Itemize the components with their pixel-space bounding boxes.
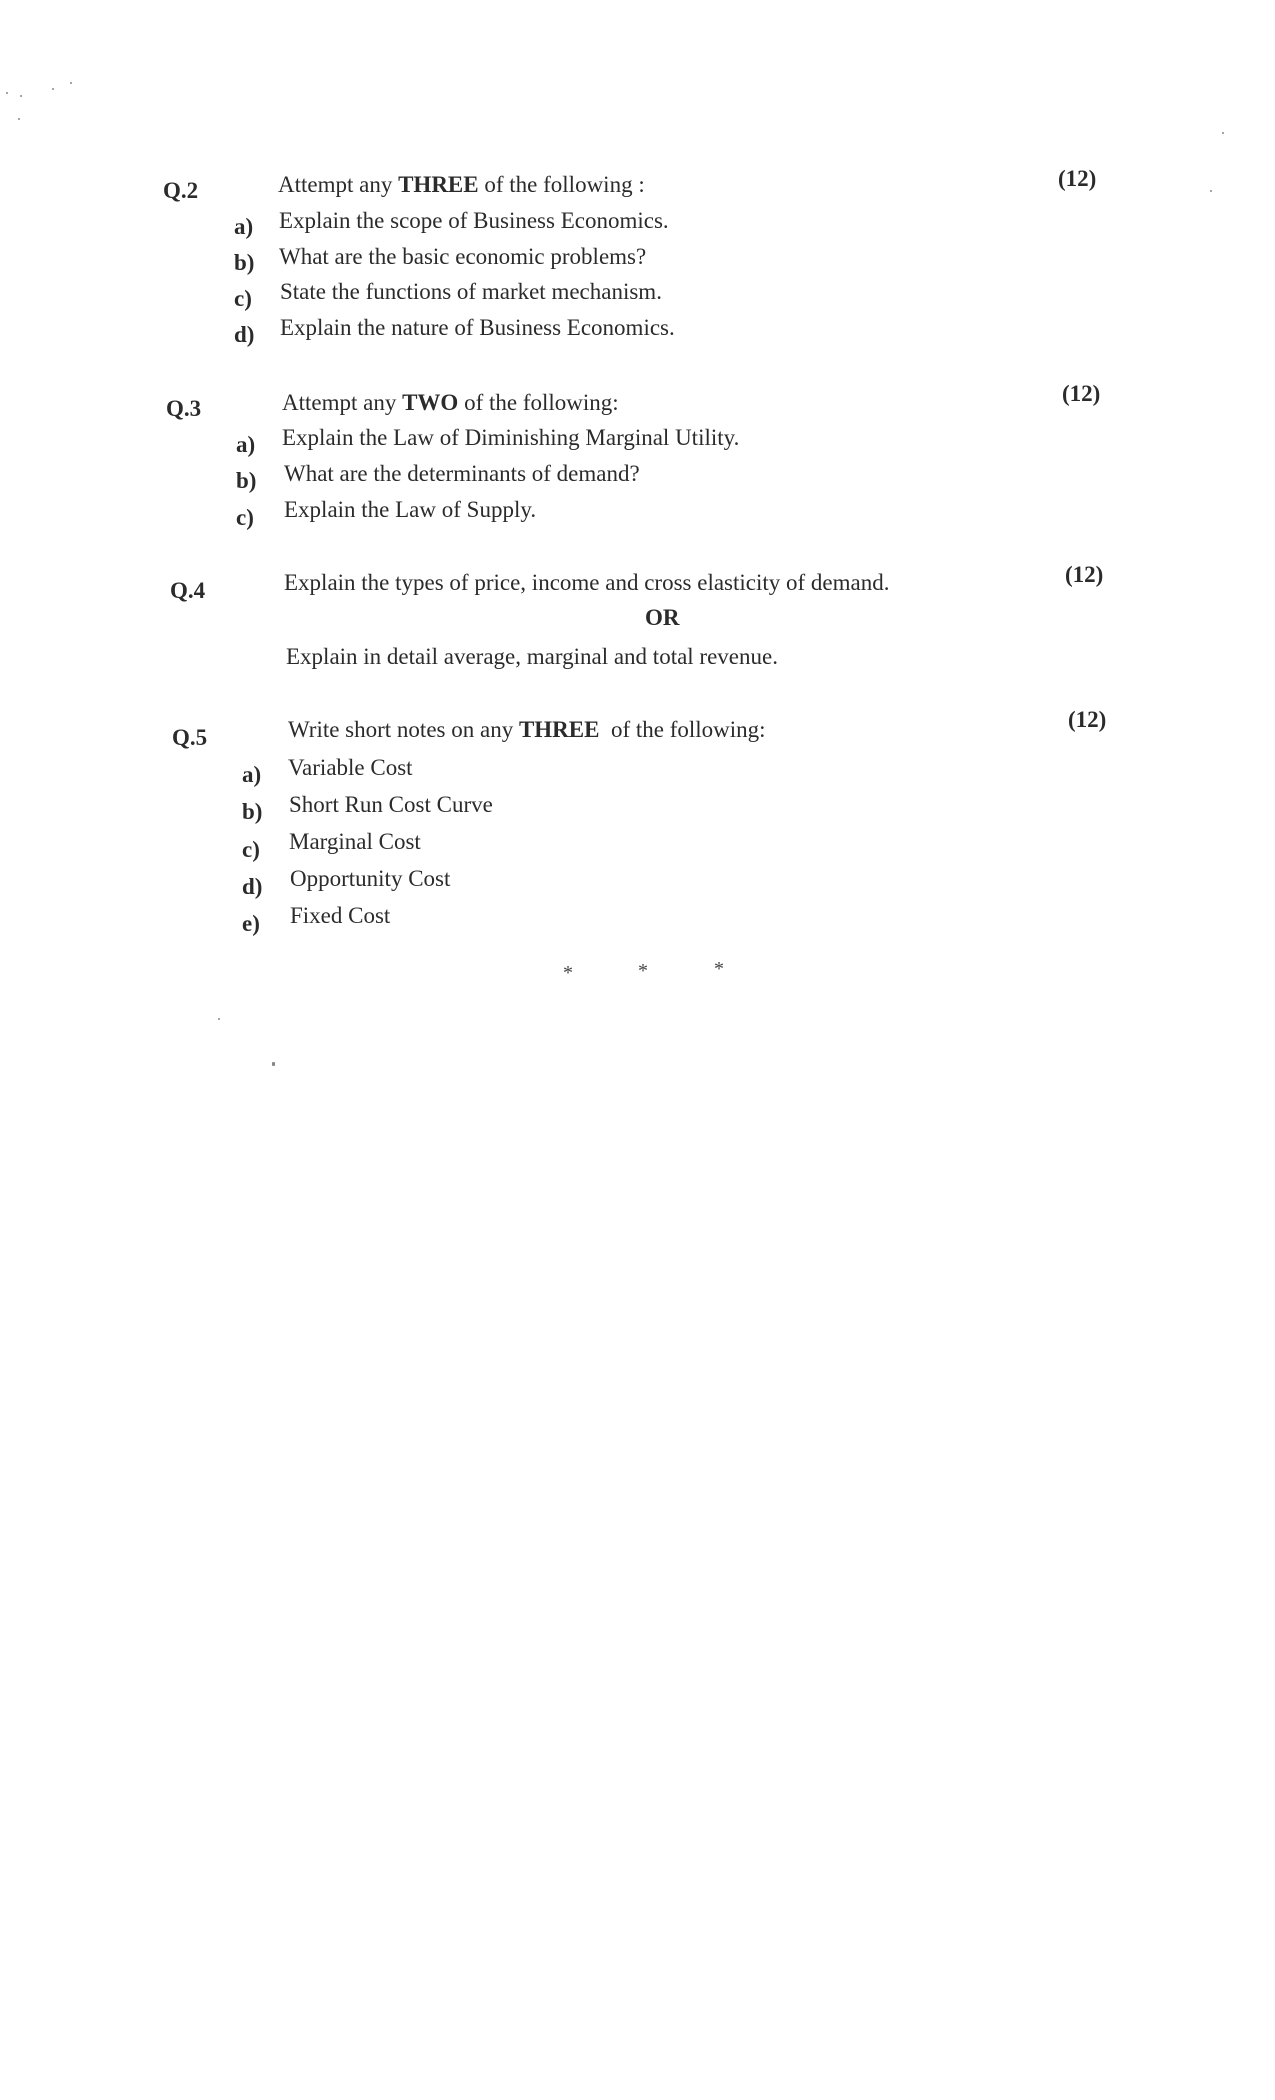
- item-label: a): [242, 762, 262, 787]
- item-text: Fixed Cost: [290, 903, 391, 928]
- item-text: Explain the Law of Diminishing Marginal Utility.: [282, 425, 740, 450]
- item-text: State the functions of market mechanism.: [280, 279, 662, 304]
- question-instruction: Attempt any TWO of the following:: [282, 390, 619, 415]
- item-label: d): [242, 874, 263, 899]
- end-mark: *: [638, 960, 648, 982]
- item-label: b): [236, 468, 257, 493]
- item-text: Explain the scope of Business Economics.: [279, 208, 669, 233]
- item-text: Marginal Cost: [289, 829, 421, 854]
- question-marks: (12): [1065, 562, 1104, 587]
- question-marks: (12): [1068, 707, 1107, 732]
- or-separator: OR: [645, 605, 680, 630]
- end-mark: *: [563, 962, 573, 984]
- item-text: Explain the nature of Business Economics.: [280, 315, 675, 340]
- question-text: Explain in detail average, marginal and total revenue.: [286, 644, 778, 669]
- item-label: d): [234, 322, 255, 347]
- question-instruction: Attempt any THREE of the following :: [278, 172, 645, 197]
- item-text: What are the basic economic problems?: [279, 244, 647, 269]
- scan-speck: [218, 1018, 220, 1020]
- question-number: Q.3: [166, 396, 202, 421]
- question-number: Q.5: [172, 725, 208, 750]
- item-text: Opportunity Cost: [290, 866, 451, 891]
- item-label: e): [242, 911, 260, 936]
- question-text: Explain the types of price, income and cross elasticity of demand.: [284, 570, 890, 595]
- item-text: Short Run Cost Curve: [289, 792, 493, 817]
- scan-speck: [52, 88, 54, 90]
- item-label: a): [234, 214, 254, 239]
- scan-speck: [18, 118, 20, 120]
- item-label: c): [242, 837, 260, 862]
- item-label: c): [236, 505, 254, 530]
- question-number: Q.2: [163, 178, 199, 203]
- item-text: Variable Cost: [288, 755, 413, 780]
- item-label: a): [236, 432, 256, 457]
- item-label: b): [234, 250, 255, 275]
- item-text: Explain the Law of Supply.: [284, 497, 537, 522]
- scan-speck: [1210, 190, 1212, 192]
- item-text: What are the determinants of demand?: [284, 461, 640, 486]
- question-instruction: Write short notes on any THREE of the following:: [288, 717, 766, 742]
- scan-speck: [6, 92, 8, 94]
- item-label: b): [242, 799, 263, 824]
- scan-speck: [20, 95, 22, 97]
- scan-speck: [70, 82, 72, 84]
- question-marks: (12): [1058, 166, 1097, 191]
- question-marks: (12): [1062, 381, 1101, 406]
- question-number: Q.4: [170, 578, 206, 603]
- end-mark: *: [714, 958, 724, 980]
- scan-speck: [1222, 132, 1224, 134]
- item-label: c): [234, 286, 252, 311]
- scan-speck: [272, 1062, 275, 1066]
